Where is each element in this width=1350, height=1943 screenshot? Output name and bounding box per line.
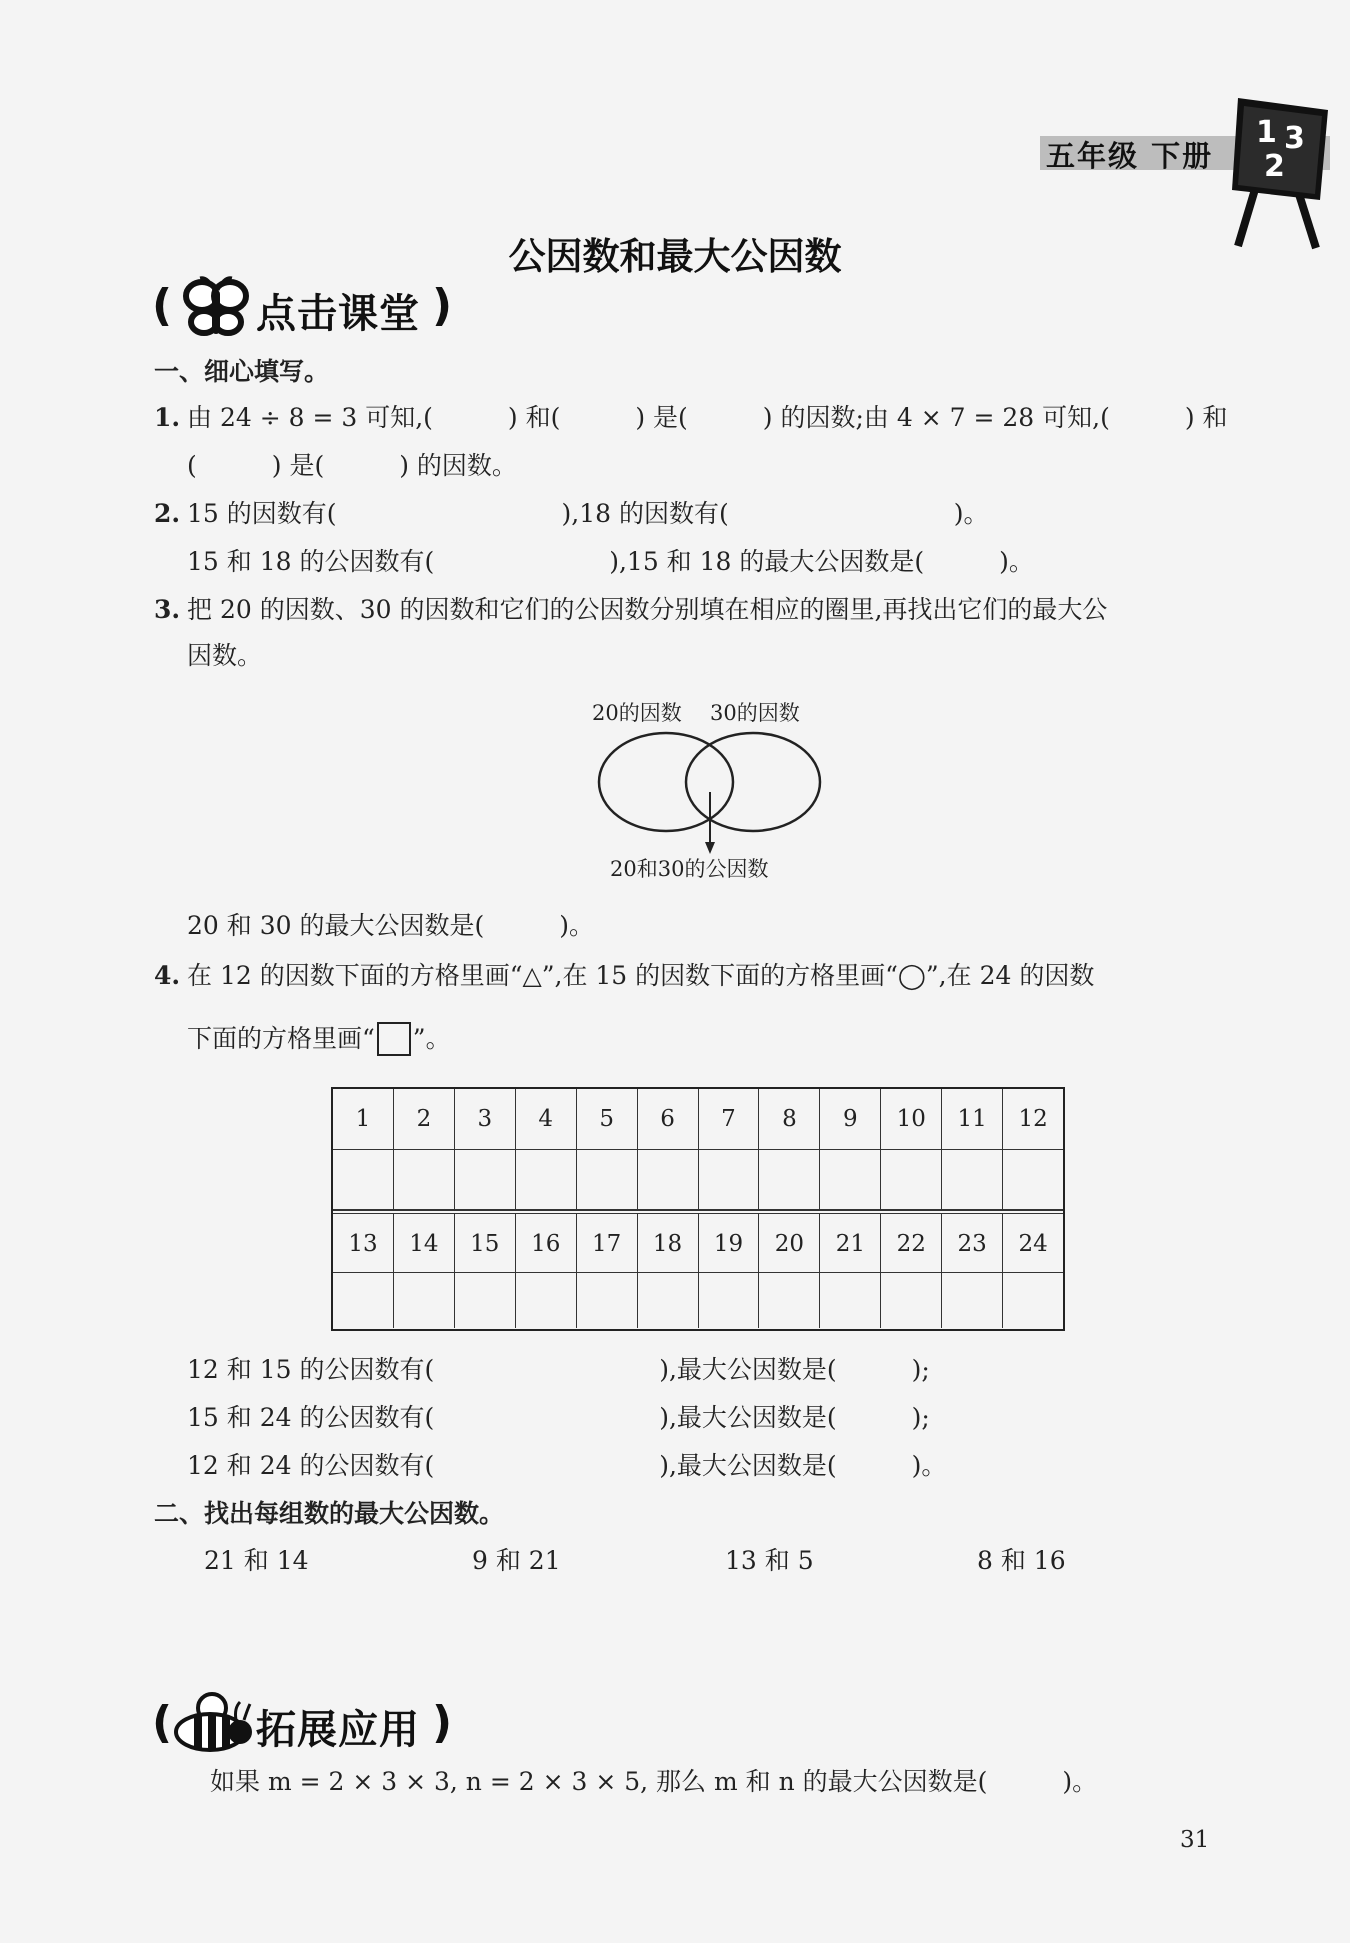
- q4-line2-text-b: ”。: [412, 1024, 451, 1053]
- pair-1: 21 和 14: [204, 1546, 309, 1575]
- table-cell: 24: [1018, 1231, 1048, 1257]
- butterfly-icon: [180, 272, 254, 340]
- q1-number: 1.: [154, 403, 181, 432]
- q4-line1: 在 12 的因数下面的方格里画“△”,在 15 的因数下面的方格里画“◯”,在 24 的因数: [187, 961, 1095, 990]
- heading-bracket-right-2: ): [432, 1697, 453, 1748]
- table-cell: 21: [820, 1214, 881, 1274]
- answer-cell[interactable]: [759, 1150, 820, 1210]
- answer-cell[interactable]: [455, 1273, 516, 1328]
- pair-4: 8 和 16: [977, 1546, 1066, 1575]
- table-cell: 1: [333, 1089, 394, 1149]
- board-digit-1: 1: [1256, 115, 1277, 150]
- venn-circle-30: [686, 733, 820, 831]
- table-cell: 13: [333, 1214, 394, 1274]
- table-row-numbers-1: [333, 1089, 1063, 1149]
- heading-bracket-right: ): [432, 280, 453, 331]
- part1-heading: 一、细心填写。: [154, 357, 330, 386]
- q1-line1: 由 24 ÷ 8 = 3 可知,( ) 和( ) 是( ) 的因数;由 4 × 7 = 28 可知,( ) 和: [187, 403, 1228, 432]
- q4-answer-2: 15 和 24 的公因数有( ),最大公因数是( );: [187, 1403, 930, 1432]
- answer-cell[interactable]: [516, 1273, 577, 1328]
- venn-label-20: 20的因数: [592, 701, 682, 725]
- answer-cell[interactable]: [516, 1150, 577, 1210]
- extension-problem: 如果 m = 2 × 3 × 3, n = 2 × 3 × 5, 那么 m 和 n 的最大公因数是( )。: [210, 1767, 1098, 1796]
- answer-cell[interactable]: [1003, 1273, 1063, 1328]
- table-cell: 15: [455, 1214, 516, 1274]
- table-cell: 12: [1018, 1106, 1048, 1132]
- table-cell: 4: [516, 1089, 577, 1149]
- table-cell: 18: [638, 1214, 699, 1274]
- q4-answer-3: 12 和 24 的公因数有( ),最大公因数是( )。: [187, 1451, 947, 1480]
- table-row-blank-2: [333, 1273, 1063, 1328]
- q4-number: 4.: [154, 961, 181, 990]
- section-heading-click-classroom: 点击课堂: [256, 291, 420, 337]
- table-cell: 20: [759, 1214, 820, 1274]
- answer-cell[interactable]: [333, 1273, 394, 1328]
- table-cell: 2: [394, 1089, 455, 1149]
- table-cell: 23: [942, 1214, 1003, 1274]
- answer-cell[interactable]: [638, 1273, 699, 1328]
- answer-cell[interactable]: [638, 1150, 699, 1210]
- grade-label: 五年级 下册: [1046, 139, 1214, 173]
- venn-diagram: [550, 692, 850, 882]
- answer-cell[interactable]: [1003, 1150, 1063, 1210]
- table-cell: 8: [759, 1089, 820, 1149]
- part2-heading: 二、找出每组数的最大公因数。: [154, 1499, 505, 1528]
- answer-cell[interactable]: [577, 1273, 638, 1328]
- answer-cell[interactable]: [942, 1150, 1003, 1210]
- factor-table: [331, 1087, 1065, 1331]
- answer-cell[interactable]: [820, 1150, 881, 1210]
- table-cell: 22: [881, 1214, 942, 1274]
- board-digit-2: 2: [1264, 149, 1285, 184]
- heading-bracket-left-2: (: [152, 1697, 173, 1748]
- answer-cell[interactable]: [699, 1273, 760, 1328]
- venn-circle-20: [599, 733, 733, 831]
- answer-cell[interactable]: [577, 1150, 638, 1210]
- table-row-blank-1: [333, 1150, 1063, 1210]
- venn-label-common: 20和30的公因数: [610, 857, 769, 881]
- pair-3: 13 和 5: [725, 1546, 814, 1575]
- page-number: 31: [1180, 1827, 1210, 1853]
- answer-cell[interactable]: [820, 1273, 881, 1328]
- table-cell: 11: [942, 1089, 1003, 1149]
- table-cell: 17: [577, 1214, 638, 1274]
- answer-cell[interactable]: [394, 1150, 455, 1210]
- table-cell: 19: [699, 1214, 760, 1274]
- venn-arrow-head: [705, 842, 715, 854]
- answer-cell[interactable]: [881, 1273, 942, 1328]
- bee-icon: [170, 1688, 254, 1754]
- q4-line2: [187, 1022, 451, 1056]
- square-symbol-icon: [377, 1022, 411, 1056]
- answer-cell[interactable]: [394, 1273, 455, 1328]
- table-cell: 7: [699, 1089, 760, 1149]
- heading-bracket-left: (: [152, 280, 173, 331]
- q4-answer-1: 12 和 15 的公因数有( ),最大公因数是( );: [187, 1355, 930, 1384]
- section-heading-extension: 拓展应用: [256, 1707, 420, 1753]
- answer-cell[interactable]: [455, 1150, 516, 1210]
- q1-line2: ( ) 是( ) 的因数。: [187, 451, 517, 480]
- q2-number: 2.: [154, 499, 181, 528]
- q3-number: 3.: [154, 595, 181, 624]
- q3-line2: 因数。: [187, 641, 263, 670]
- answer-cell[interactable]: [942, 1273, 1003, 1328]
- q2-line2: 15 和 18 的公因数有( ),15 和 18 的最大公因数是( )。: [187, 547, 1034, 576]
- table-cell: 14: [394, 1214, 455, 1274]
- q3-answer: 20 和 30 的最大公因数是( )。: [187, 911, 594, 940]
- q4-line2-text-a: 下面的方格里画“: [187, 1024, 375, 1053]
- page-title: 公因数和最大公因数: [508, 235, 842, 278]
- table-cell: 9: [820, 1089, 881, 1149]
- board-digit-3: 3: [1284, 121, 1305, 156]
- table-cell: 3: [455, 1089, 516, 1149]
- answer-cell[interactable]: [759, 1273, 820, 1328]
- table-cell: 10: [881, 1089, 942, 1149]
- answer-cell[interactable]: [699, 1150, 760, 1210]
- q2-line1: 15 的因数有( ),18 的因数有( )。: [187, 499, 989, 528]
- table-cell: 6: [638, 1089, 699, 1149]
- table-cell: 5: [577, 1089, 638, 1149]
- answer-cell[interactable]: [881, 1150, 942, 1210]
- venn-label-30: 30的因数: [710, 701, 800, 725]
- table-row-numbers-2: [333, 1214, 1063, 1274]
- q3-line1: 把 20 的因数、30 的因数和它们的公因数分别填在相应的圈里,再找出它们的最大公: [187, 595, 1108, 624]
- table-cell: 16: [516, 1214, 577, 1274]
- answer-cell[interactable]: [333, 1150, 394, 1210]
- pair-2: 9 和 21: [472, 1546, 561, 1575]
